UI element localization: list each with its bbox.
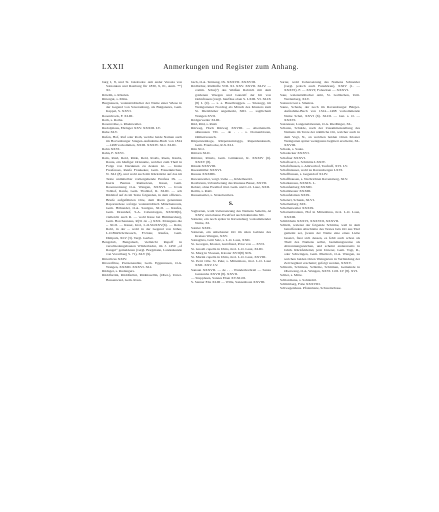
register-entry: Schalkanasu, XXXIX. L.	[280, 180, 316, 185]
register-entry: Rüddfartini, Rüddfartini, Rüdnissellin, (Ober-), Unter-Bassenwied, Gem. Rosn-	[102, 273, 182, 282]
register-columns	[102, 80, 360, 408]
register-entry: Rufen, Hof, Ruf oder Roth, welche beide Namen auch im Borvenburger Stiegen-Aufnahme-Buch von 1824—1498 vorkommen, XXIII. XXXIV. XLI. XLIII.	[102, 134, 182, 148]
register-entry: Schlimberg, Fabe XXXVIII.	[280, 281, 321, 286]
register-entry: Ritterlicus XXIV.	[102, 256, 127, 261]
register-entry: Schade, s. Saute.	[280, 147, 304, 152]
register-entry: Schambeater XXXIII.	[280, 189, 312, 194]
register-entry: Schanfenberg XXXIII.	[280, 185, 313, 190]
register-entry: Rohn XXVI.	[102, 147, 121, 152]
register-entry: Salzagliza, Grüt Salz, s. L.O. Lauz, XXII.	[191, 238, 251, 243]
register-entry: Sagbarten, wohl Uebersetzung des Namens Seheltn, Ai XXIV, und ebenso Ewelfwd auch Kahntalns XII.	[191, 208, 271, 217]
register-entry: Rahn, F. XXVI.	[102, 151, 125, 156]
running-title: Anmerkungen und Register zum Anhang.	[163, 62, 299, 71]
register-entry: Rötelm, s. Rötelen.	[102, 92, 130, 97]
register-entry: Rün XLI.	[191, 147, 205, 152]
register-entry: Rosenvolke, s. Rheinweiler.	[102, 122, 142, 127]
register-entry: Schirem, Schiriess, Schirme, Schirmen, Gemeinde in Oberwang, O.A. Wangen, XXVI. LIII. LV (8). XVI.	[280, 264, 360, 274]
register-entry: Salzler XXIX.	[191, 225, 212, 230]
register-entry: Ruessmüller XXXVI.	[191, 168, 222, 173]
register-entry: Ritscerfilne, Pretzenaudler, Gem. Eggenrusen, O.A. Wangen, XXXIII. XXXVI. XLI.	[102, 260, 182, 269]
register-entry: Rüttsler, Rötels, Gem. Grünkraut, R. XXXIV (6). XXXV (8).	[191, 155, 271, 164]
register-entry: Schibbbeln XXXVI, XXXVIII, XXXVII.	[280, 218, 340, 223]
register-entry: Schlaxmane, s. Sohnlohtl.	[280, 277, 317, 282]
register-entry: Rosenbrock, F. XLIII.	[102, 113, 134, 118]
register-entry: Rain, Raid, Reid, Rüde, Reid, Roids, Raeis, Raubs, Raute, ein häufiger Ortsname, welcher zum Theil in Folge von Dazuknen zu deuten ist. — Insite Freefesses, Reufe Fraukeker, Gem. Frauenkirchen, N. XLI (8), und wohl auch mit Rückrückt auf das im Texte unmittelbar vorhergehende Ensfuss IX. — Ineris Bernus Ramsolzen, Reset, Gem. Rosenweisung O.A. Wangen, XXXVI. — Irrois Tobhof, Ranfe, Gem. Tbabhof, R. XLIII. — ach Rüdshaf auf ds im Texte folgenden, in dem offiziers-Briefe aufgeführten Orte, dem übern genannten Raporterdese sofolge walenstädtisch Mänchenreuts, Gem. Höhandel, O.A. Saulgau, XLII. — Raufes, Gem. Draunhof, S.A. Cabenlorgen, XXXIII(b), vielleicht auch R. — wohl Raue bei Bimmersberg, Gem. Borchaunaus, R(31 de --) XXX. Molegens die -- XLII. — Rauer, Irrol, L.O.SbrXXV(6). — Rohr, Rohl, in der -- wohl in der Gegend von höher, L.O.BüxSrhcmosach, F.Unter, Raufes, Gem. Dimpuls, XLV (3). Vergl. Gerber.	[102, 155, 182, 240]
register-entry: Roth, s. Rothe.	[102, 117, 124, 122]
register-entry: Schler, s. Mitte.	[280, 273, 303, 278]
register-entry: Schellenberg XIX.	[280, 201, 307, 206]
register-entry: Schattenbranlen, Hof in Mittenlinss, tirol. L.O. Lauz, XXXIII.	[280, 210, 360, 219]
register-entry: Saur, walenstädtischer Amt, St. Gallischen, Urm. Werlenberg, XLV.	[280, 92, 360, 101]
register-entry: Schafsflsusen, s. Amtverhof, Taufruff, XVI. LV.	[280, 164, 348, 169]
register-entry: Schellenweiler XXXIX.	[280, 206, 315, 211]
register-entry: Schaale, Schalde, nach der Zusammenstellung des Namens im Texte der nämliche Ort, welcher auch in dem Vogt, N., an welchen beiden Orten Kloster Weingarten später wenigstens begütert erscheint, XL. XXVIII.	[280, 126, 360, 148]
register-entry: Rostbrunn, Urbsnrbetung des Rasnuse Bauer, XXVII.	[191, 180, 268, 185]
page-header	[102, 62, 360, 74]
register-entry: St. Gnozli capella in Ulms, tirol. L.O. Lauz, XLIII.	[191, 246, 264, 251]
register-entry: Rüssik XXXVIII.	[191, 164, 217, 169]
page-number: LXXII	[102, 62, 124, 71]
register-entry: St. Marg in Vleesen, Kloster XVII(8) XIX.	[191, 250, 253, 255]
register-entry: Rudolphaus, Ehrlager XXV. XXXIII. LV.	[102, 126, 161, 131]
register-entry: Bengolub, Bengalueb, vielleicht Rapoff in verschiedengebauten Wälderbadur, im J. 1459 „of Rangel“ gemeldeten (vergl. Borgmann, Landeskunde von Vorarlberg S. 71), XLV (9).	[102, 239, 182, 257]
register-entry: Schafinisuser, wohl zu Ravensbergen LXVI.	[280, 168, 344, 173]
register-entry: St. Marini capella in Ulms, tirol. L.O. Lauz, XXVIII.	[191, 254, 267, 259]
register-entry: Schaufelsinsn XXIX.	[280, 193, 311, 198]
register-entry: Ruhe XLV.	[102, 130, 118, 135]
register-entry: Schelerl, Schenk, XLVI.	[280, 197, 315, 202]
register-entry: Rüd, Rüd, s. Ruid.	[191, 122, 218, 127]
register-entry: Schadecker XXXVI.	[280, 151, 310, 156]
register-entry: Schirm, walenst der folgende Schirme, weil in dem betreffenden Abschnitte des Textes bels Ort aus Titel gemeint sei, (wenn der Name eine eines Liebe besetzt, fiest sich dessen, es fehlt auch schon als Theil des Namens selbst, beziehungsweise als Abtrennungszeichen, und scheint andererseits in Jahrh. Rückfeldeind, jetzt Unterer, Gem. Vogt, R., oder Schwingen, Gem. Pikrürob, O.A. Wangen, zu welchen beiden Orten Weingarten in Verbindung der Zeit begütert erscheint; gefolgt werden, XXXV.	[280, 222, 360, 265]
register-entry: bach, O.A. Tettnang, IX. XXXVII. XXXVIII.	[191, 80, 256, 84]
register-entry: Rittergut, s. Mitte.	[102, 96, 129, 101]
register-entry: Rödgerweiler XLIII.	[191, 117, 221, 122]
register-entry: Russau XXXIIIb.	[191, 172, 217, 177]
section-heading: S.	[228, 200, 234, 207]
register-entry: Schefflussen, s. Gegendorf XLIV.	[280, 172, 328, 177]
register-entry: Rebarr, ohne Ewelhof titul. Gem. und L.O. Lauz, XXII.	[191, 185, 270, 190]
register-entry: S. Sanner Elte XLIII — Wille, Sanzenbouz XXVIII.	[191, 280, 266, 285]
register-column-right	[280, 80, 360, 408]
register-entry: St. Petri ville. St. Pekr, s. Mittenhoss, tirol. L.O. Lauz XXII. XXV. LV.	[191, 259, 271, 268]
register-entry: Schwegenhaus. Pfalenluste, Schweinchase.	[280, 285, 342, 290]
register-entry: Rüttarn XLII.	[191, 151, 211, 156]
register-entry: St. Georgen, Kloster, Gutöftsud, Prior von — XVII.	[191, 242, 265, 247]
register-entry: Burgnauers, walenstädtischer der Name einer Wiese in der Gegend von Saveranburg, als Buigaiezzs, Gem. Kappel, S. XXVI.	[102, 101, 182, 114]
register-entry: burg I, 8, und St. Jakobsdor. Am ander Verosia von Salzonkan und Rastburg für 1830, 9, 01, Anm. **) XI.	[102, 80, 182, 93]
register-entry: Rödbichsr, Rödhöfle VIII. XI. XXV. XXVII. XLIV. — comm. Schu(?) des Weißen Rabrich mit dem goldenen Weegen und Ganzalf der Im von Oehnfrauen (vergl. hierfüse oben S. LXIII. VI. XLIX (8) L (9). — s. a. Haselbruggen. — Stiezegg, im Weingartener Nordtog als Mönch des Klusters zum St. Dietzbleher angemerkt, XIII. — sagtlichem Wangen XVII.	[191, 84, 271, 118]
register-entry: Rürpetsteinloge, Rürpetsteinloggs, Rupenbenkusch, Gem. Fraubocke, R.X.XLI.	[191, 138, 271, 148]
register-entry: Sarter, wohl Uebersetzung des Namens Schneider (vergl. jedoch auch Funshören), XXIV (1. — XXXVI). F. — XXVI; Fobeziren — XXXVI.	[280, 80, 360, 93]
register-entry: Salzeler, ein noch später in Ravensburg vorkommender Name, XI.	[191, 217, 271, 226]
register-entry: Reilin, s. Raitl.	[191, 189, 213, 194]
register-entry: Saxzeuser, Langenalsbeuren, O.A. Riedlinger, XL.	[280, 122, 353, 127]
register-entry: Saxuren Gut s. Smeiras.	[280, 101, 315, 106]
register-entry: Russenseiler, s. Stratelweilers.	[191, 193, 235, 198]
register-entry: Rürweg, Hoch Rürweg XXVIII. — Aberlentelli-altkreuzen VII. — de . . . s. Dornenbloren, Omhenwassch.	[191, 126, 271, 139]
register-entry: — Stuppbeen, Sanzes Eben XV.XLIII.	[191, 275, 246, 280]
register-entry: Saute, Schade, der noch im Ravensburger Bürger-Aufnahme-Buch von 1324—1498 vorkommende Name Schel, XXVI (6). XLIII. — Gut. s. O. — XXXVI.	[280, 105, 360, 122]
register-entry: Schaffhausen, s. Nachrichten Ravensberg, XLV.	[280, 176, 349, 181]
register-column-middle	[191, 80, 271, 408]
register-entry: Schafner XXXVI.	[280, 155, 306, 160]
register-entry: Schafloerrl, s. Schmitte LXXIV.	[280, 159, 326, 164]
register-entry: Sansun XXXVII. — de . . . Wunderhorbrail — Sanza Ganzenbe XXVII (8). XXVII.	[191, 267, 271, 276]
register-column-left	[102, 80, 182, 408]
register-entry: Rüdager, s. Rudangers.	[102, 269, 135, 274]
register-entry: Salzeren, ein unbebauter Ort im alten Gebiete des Kreises Wangen, XXV.	[191, 229, 271, 238]
register-entry: Ruwenweiler, vergl. Uehe —, Rödelbeetirl.	[191, 176, 253, 181]
